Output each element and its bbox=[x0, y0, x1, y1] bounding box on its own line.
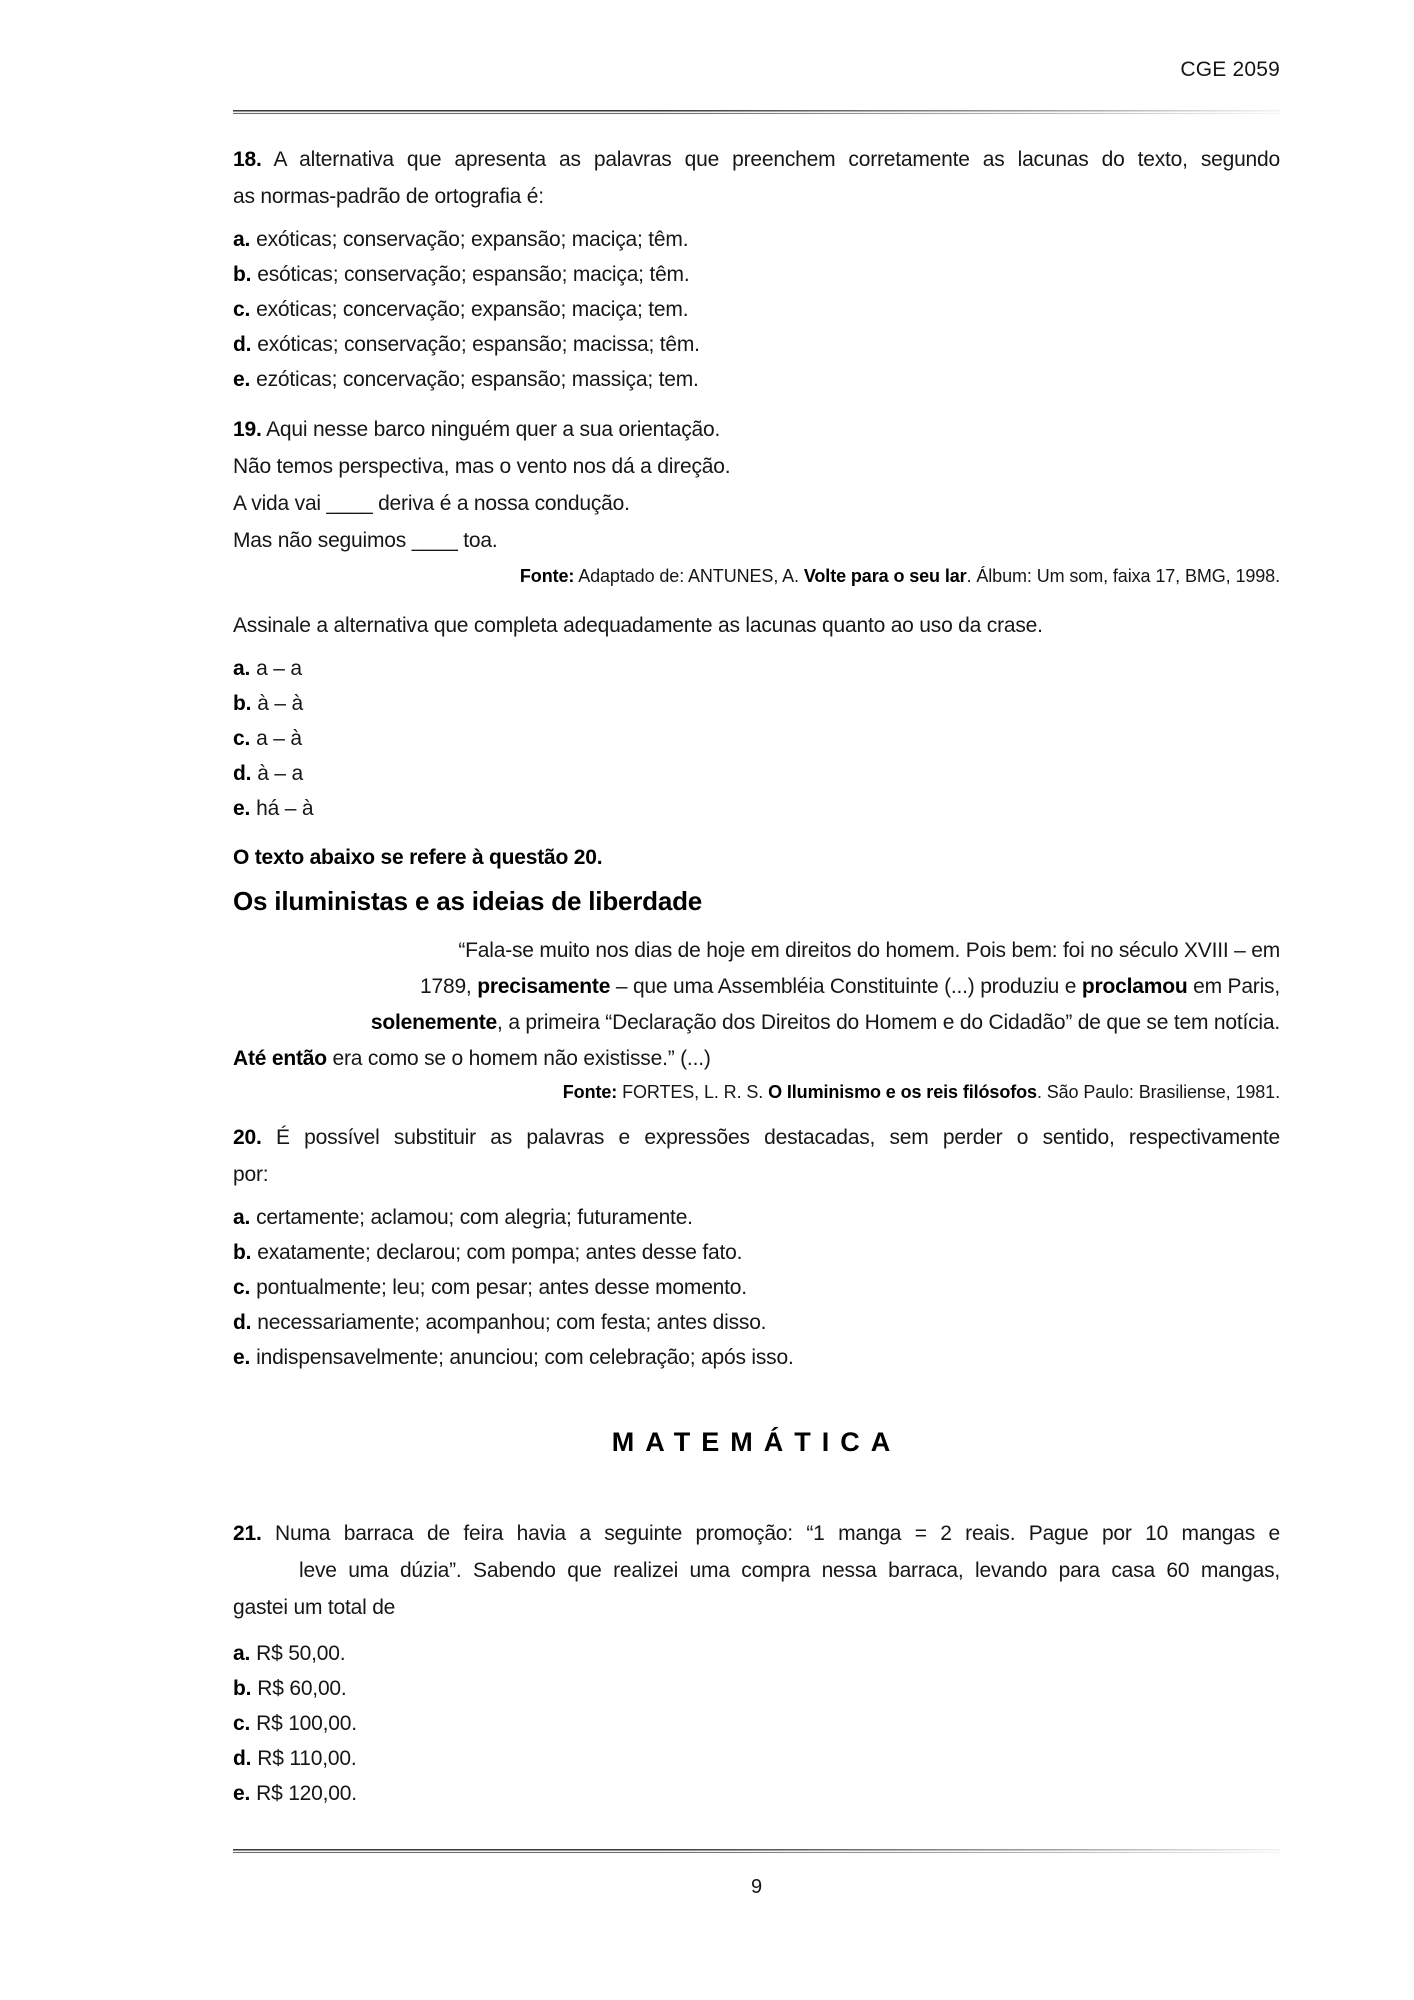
verse-line bbox=[233, 411, 1280, 448]
question-stem-line: por: bbox=[233, 1163, 269, 1186]
quote-line: Até então era como se o homem não existisse.” (...) bbox=[233, 1047, 711, 1070]
option-row bbox=[233, 1340, 1280, 1375]
question-21 bbox=[233, 1515, 1280, 1811]
question-stem-line bbox=[233, 141, 1280, 178]
verse-line: Mas não seguimos ____ toa. bbox=[233, 529, 498, 552]
option-row bbox=[233, 222, 1280, 257]
option-text: há – à bbox=[256, 797, 314, 820]
option-letter: e. bbox=[233, 368, 251, 391]
rule-end-mark bbox=[1296, 107, 1298, 114]
option-text: necessariamente; acompanhou; com festa; antes disso. bbox=[257, 1311, 767, 1334]
option-row bbox=[233, 362, 1280, 397]
option-text: pontualmente; leu; com pesar; antes desse momento. bbox=[256, 1276, 747, 1299]
option-text: ezóticas; concervação; espansão; massiça; tem. bbox=[256, 368, 699, 391]
option-text: R$ 100,00. bbox=[256, 1712, 357, 1735]
option-text: à – a bbox=[257, 762, 303, 785]
question-stem-line: gastei um total de bbox=[233, 1596, 396, 1619]
option-row bbox=[233, 791, 1280, 826]
option-text: exóticas; conservação; expansão; maciça; têm. bbox=[256, 228, 689, 251]
question-number: 18. bbox=[233, 148, 262, 171]
option-text: exatamente; declarou; com pompa; antes desse fato. bbox=[257, 1241, 743, 1264]
option-row bbox=[233, 651, 1280, 686]
option-letter: d. bbox=[233, 1747, 252, 1770]
footer-rule bbox=[233, 1849, 1280, 1854]
option-letter: b. bbox=[233, 1677, 252, 1700]
quote-line: “Fala-se muito nos dias de hoje em direitos do homem. Pois bem: foi no século XVIII – em bbox=[458, 939, 1280, 962]
option-text: R$ 50,00. bbox=[256, 1642, 346, 1665]
option-letter: c. bbox=[233, 727, 251, 750]
option-text: indispensavelmente; anunciou; com celebração; após isso. bbox=[256, 1346, 794, 1369]
question-19 bbox=[233, 411, 1280, 826]
option-text: R$ 110,00. bbox=[257, 1747, 357, 1770]
option-row bbox=[233, 1741, 1280, 1776]
quote-line: 1789, precisamente – que uma Assembléia Constituinte (...) produziu e proclamou em Paris, bbox=[420, 975, 1280, 998]
option-letter: a. bbox=[233, 1642, 251, 1665]
verse-line: A vida vai ____ deriva é a nossa condução. bbox=[233, 492, 630, 515]
option-text: a – à bbox=[256, 727, 302, 750]
option-letter: c. bbox=[233, 1712, 251, 1735]
source-citation: Fonte: Adaptado de: ANTUNES, A. Volte para o seu lar. Álbum: Um som, faixa 17, BMG, 1998. bbox=[519, 566, 1280, 586]
reading-passage-quote bbox=[233, 933, 1280, 1077]
option-letter: e. bbox=[233, 797, 251, 820]
verse-text: Aqui nesse barco ninguém quer a sua orientação. bbox=[266, 418, 721, 441]
rule-end-mark bbox=[1296, 1846, 1298, 1853]
option-row bbox=[233, 257, 1280, 292]
page-footer bbox=[233, 1849, 1280, 1900]
option-letter: d. bbox=[233, 762, 252, 785]
question-18 bbox=[233, 141, 1280, 397]
question-stem-line: leve uma dúzia”. Sabendo que realizei uma compra nessa barraca, levando para casa 60 mangas, bbox=[299, 1559, 1280, 1582]
question-number: 20. bbox=[233, 1126, 262, 1149]
option-row bbox=[233, 292, 1280, 327]
option-letter: e. bbox=[233, 1346, 251, 1369]
option-row bbox=[233, 1235, 1280, 1270]
option-row bbox=[233, 327, 1280, 362]
option-letter: c. bbox=[233, 298, 251, 321]
verse-line: Não temos perspectiva, mas o vento nos dá a direção. bbox=[233, 455, 731, 478]
options-list bbox=[233, 1636, 1280, 1811]
document-code: CGE 2059 bbox=[1180, 58, 1280, 81]
header-rule bbox=[233, 110, 1280, 115]
option-letter: b. bbox=[233, 263, 252, 286]
option-letter: c. bbox=[233, 1276, 251, 1299]
text-reference-note: O texto abaixo se refere à questão 20. bbox=[233, 846, 603, 869]
option-letter: a. bbox=[233, 1206, 251, 1229]
question-stem-line bbox=[233, 1515, 1280, 1552]
option-letter: d. bbox=[233, 1311, 252, 1334]
stem-text: É possível substituir as palavras e expressões destacadas, sem perder o sentido, respectivamente bbox=[275, 1126, 1281, 1149]
source-citation: Fonte: FORTES, L. R. S. O Iluminismo e os reis filósofos. São Paulo: Brasiliense, 1981. bbox=[562, 1082, 1280, 1102]
option-letter: d. bbox=[233, 333, 252, 356]
option-letter: a. bbox=[233, 228, 251, 251]
option-row bbox=[233, 1671, 1280, 1706]
option-row bbox=[233, 1776, 1280, 1811]
page-number: 9 bbox=[750, 1876, 763, 1898]
option-row bbox=[233, 686, 1280, 721]
option-text: R$ 120,00. bbox=[256, 1782, 357, 1805]
section-heading-matematica: MATEMÁTICA bbox=[611, 1427, 902, 1457]
option-text: a – a bbox=[256, 657, 302, 680]
question-stem-line bbox=[233, 1119, 1280, 1156]
question-instruction: Assinale a alternativa que completa adequadamente as lacunas quanto ao uso da crase. bbox=[233, 614, 1043, 637]
option-row bbox=[233, 1200, 1280, 1235]
options-list bbox=[233, 651, 1280, 826]
question-20 bbox=[233, 1119, 1280, 1375]
options-list bbox=[233, 1200, 1280, 1375]
option-letter: b. bbox=[233, 692, 252, 715]
option-row bbox=[233, 1706, 1280, 1741]
option-letter: e. bbox=[233, 1782, 251, 1805]
question-number: 21. bbox=[233, 1522, 262, 1545]
option-letter: a. bbox=[233, 657, 251, 680]
option-text: esóticas; conservação; espansão; maciça; têm. bbox=[257, 263, 690, 286]
option-row bbox=[233, 756, 1280, 791]
option-text: exóticas; conservação; espansão; macissa; têm. bbox=[257, 333, 700, 356]
option-text: certamente; aclamou; com alegria; futuramente. bbox=[256, 1206, 693, 1229]
option-row bbox=[233, 1270, 1280, 1305]
option-text: à – à bbox=[257, 692, 303, 715]
option-row bbox=[233, 721, 1280, 756]
stem-text: A alternativa que apresenta as palavras que preenchem corretamente as lacunas do texto, segundo bbox=[273, 148, 1280, 171]
reading-passage-title: Os iluministas e as ideias de liberdade bbox=[233, 886, 703, 916]
option-text: R$ 60,00. bbox=[257, 1677, 347, 1700]
option-row bbox=[233, 1305, 1280, 1340]
option-text: exóticas; concervação; expansão; maciça; tem. bbox=[256, 298, 689, 321]
question-stem-line: as normas-padrão de ortografia é: bbox=[233, 185, 544, 208]
options-list bbox=[233, 222, 1280, 397]
stem-text: Numa barraca de feira havia a seguinte promoção: “1 manga = 2 reais. Pague por 10 mangas e bbox=[275, 1522, 1280, 1545]
question-number: 19. bbox=[233, 418, 262, 441]
quote-line: solenemente, a primeira “Declaração dos Direitos do Homem e do Cidadão” de que se tem notícia. bbox=[370, 1011, 1280, 1034]
option-row bbox=[233, 1636, 1280, 1671]
option-letter: b. bbox=[233, 1241, 252, 1264]
